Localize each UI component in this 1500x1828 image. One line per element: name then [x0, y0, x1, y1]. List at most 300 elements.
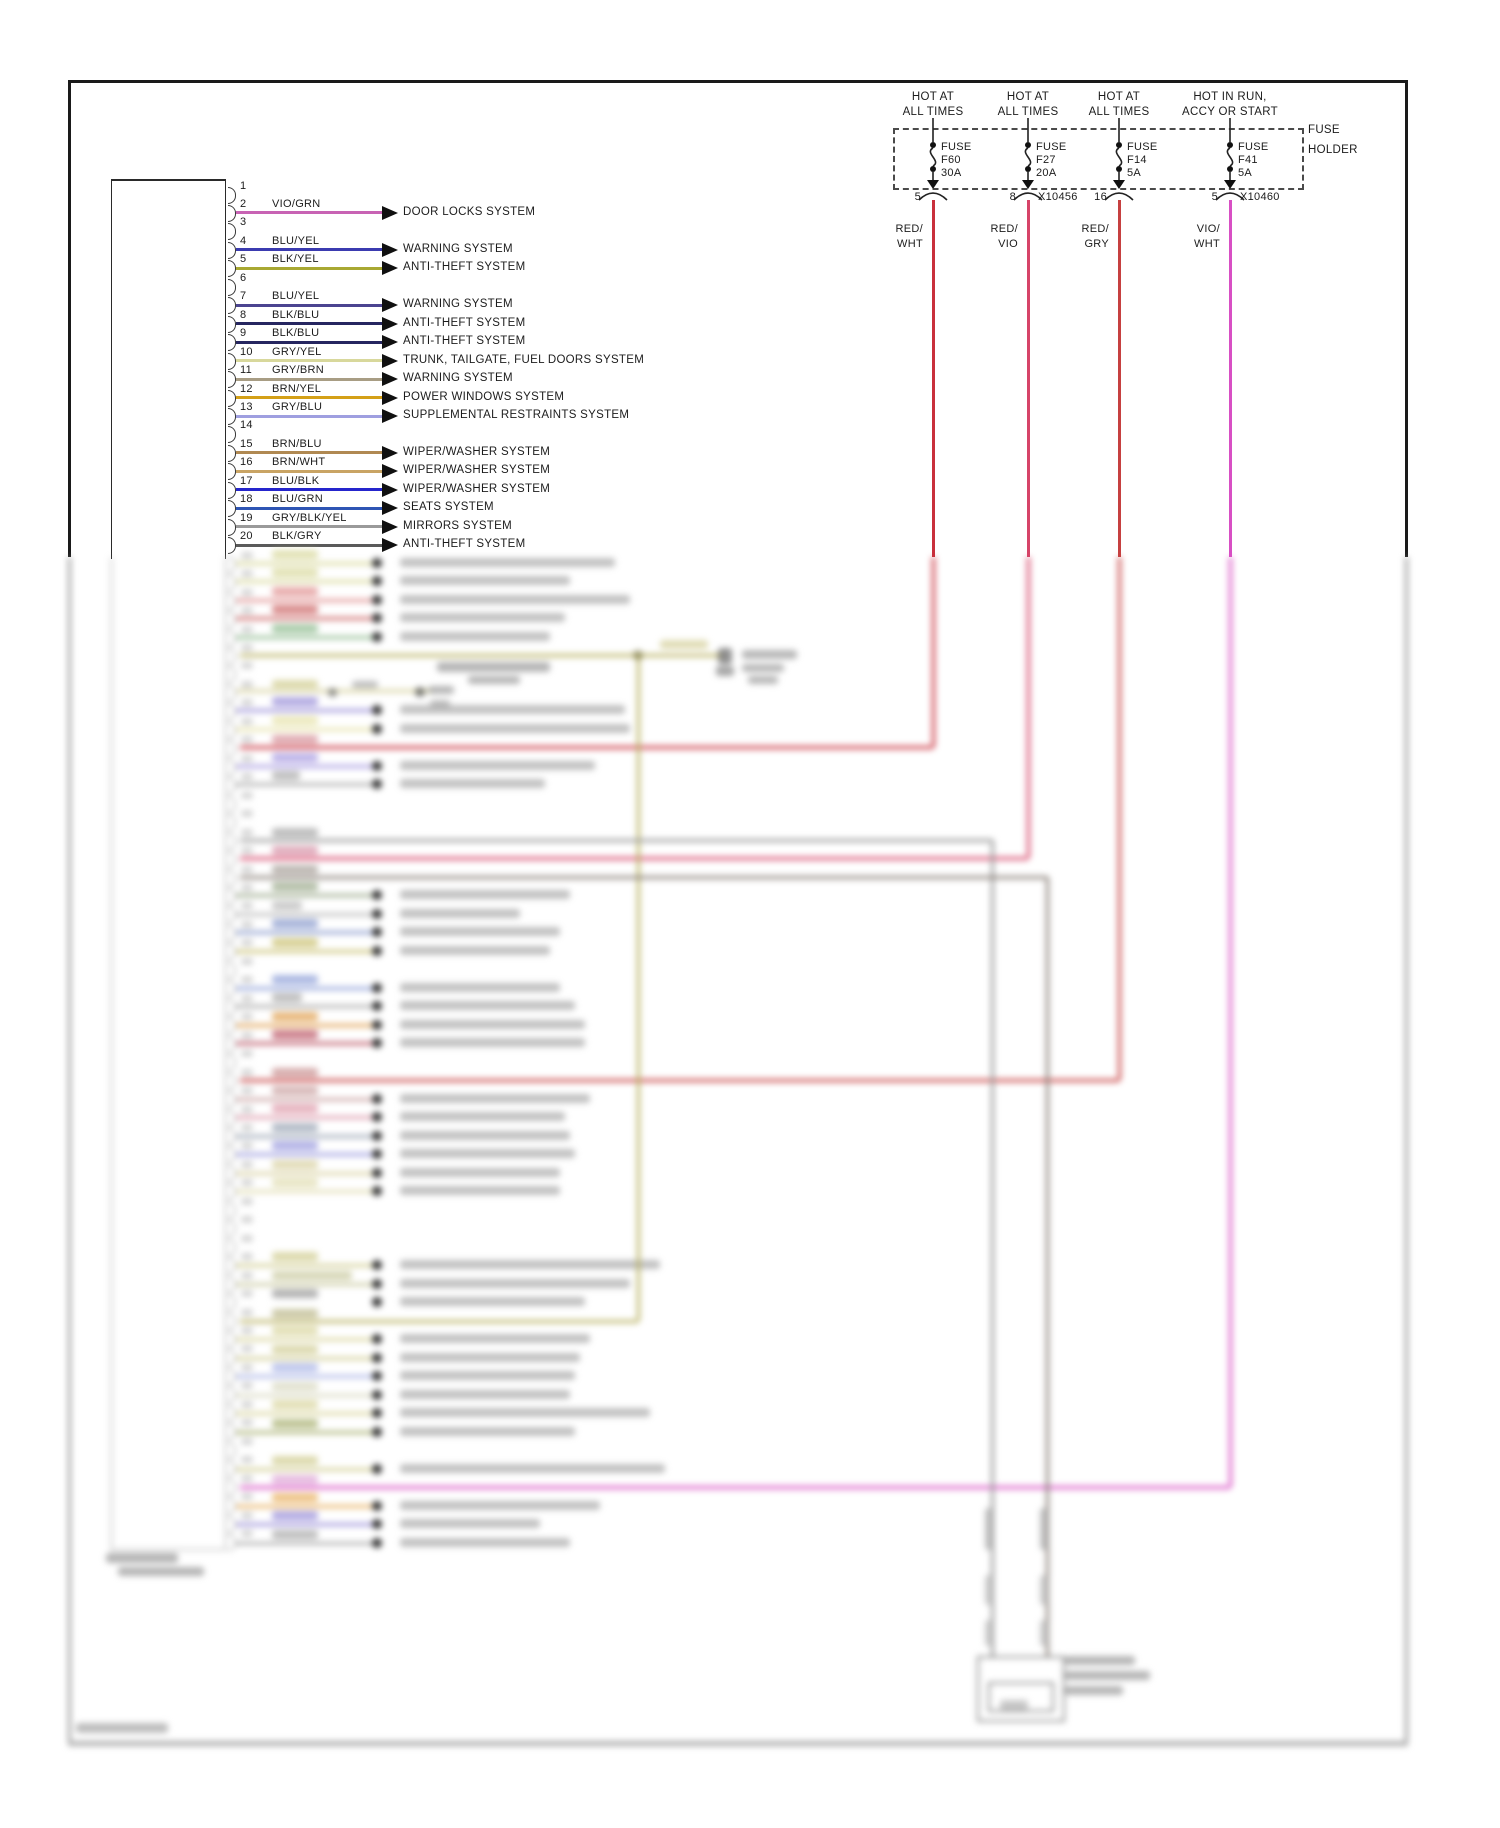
system-label: POWER WINDOWS SYSTEM [403, 390, 565, 403]
pin-arc-icon-faded [228, 962, 236, 979]
pin-number-blob [241, 644, 253, 651]
blurred-detail-blob [428, 686, 454, 694]
blurred-arrow-dot [372, 705, 382, 715]
pin-arc-icon-faded [228, 1202, 236, 1219]
blurred-arrow-dot [372, 1371, 382, 1381]
fuse-header-line2: ALL TIMES [902, 105, 964, 118]
pin-arc-icon-faded [228, 999, 236, 1016]
blurred-wire-line [236, 783, 382, 786]
trunk-wire-horizontal [240, 857, 1028, 860]
pin-arc-icon-faded [228, 814, 236, 831]
blurred-system-text-blob [400, 1408, 650, 1417]
fuse-label: FUSE [1036, 141, 1067, 153]
wire-color-label: BLU/YEL [272, 290, 320, 303]
pin-number: 14 [240, 419, 253, 432]
trunk-wire-vertical [1027, 557, 1030, 858]
blurred-detail-blob [1040, 1575, 1048, 1605]
pin-arc-icon-faded [228, 759, 236, 776]
blurred-system-text-blob [400, 1334, 590, 1343]
pin-number-blob [241, 1309, 253, 1316]
fuse-label: FUSE [1238, 141, 1269, 153]
frame-border-bottom-faded [68, 1741, 1408, 1746]
pin-number-blob [241, 1401, 253, 1408]
blurred-wire-line [236, 894, 382, 897]
pin-number-blob [241, 699, 253, 706]
fuse-header-line1: HOT AT [1097, 91, 1141, 103]
pin-arc-icon-faded [228, 1257, 236, 1274]
pin-number-blob [241, 921, 253, 928]
trunk-wire-horizontal [240, 1079, 1119, 1082]
blurred-color-label-blob [272, 1123, 318, 1132]
pin-arc-icon-faded [228, 1313, 236, 1330]
blurred-system-text-blob [400, 1112, 565, 1121]
pin-number: 12 [240, 382, 253, 395]
fuse-id: F14 [1127, 154, 1147, 166]
blurred-detail-blob [742, 650, 797, 659]
pin-number-blob [241, 1032, 253, 1039]
blurred-detail-blob [985, 1620, 993, 1646]
blurred-system-text-blob [400, 558, 615, 567]
trunk-wire-horizontal [240, 654, 722, 657]
wire-color-label: BLK/YEL [272, 253, 319, 266]
pin-number: 20 [240, 530, 253, 543]
wire-color-label: GRY/YEL [272, 345, 322, 358]
blurred-detail-blob [660, 640, 708, 649]
pin-number-blob [241, 662, 253, 669]
blurred-system-text-blob [400, 1168, 560, 1177]
blurred-arrow-dot [372, 909, 382, 919]
wire-color-label: BLK/BLU [272, 327, 320, 340]
blurred-color-label-blob [272, 1511, 318, 1520]
pin-arc-icon-faded [228, 1497, 236, 1514]
blurred-detail-blob [430, 700, 450, 707]
blurred-arrow-dot [372, 1149, 382, 1159]
wire-color-label: BLK/GRY [272, 530, 322, 543]
blurred-arrow-dot [372, 1297, 382, 1307]
wire-color-label: BLU/GRN [272, 493, 323, 506]
blurred-color-label-blob [272, 697, 318, 706]
trunk-wire-vertical [1229, 557, 1232, 1487]
pin-number-blob [241, 1216, 253, 1223]
blurred-detail-blob [272, 828, 318, 837]
pin-number: 8 [240, 308, 247, 321]
pin-number-blob [241, 1475, 253, 1482]
blurred-wire-line [236, 617, 382, 620]
blurred-color-label-blob [272, 1252, 318, 1261]
trunk-wire-horizontal [240, 746, 933, 749]
blurred-arrow-dot [372, 1131, 382, 1141]
blurred-system-text-blob [400, 1038, 585, 1047]
pin-number-blob [241, 1069, 253, 1076]
pin-number-blob [241, 847, 253, 854]
blurred-color-label-blob [272, 1456, 318, 1465]
pin-arc-icon-faded [228, 980, 236, 997]
blurred-system-text-blob [400, 1260, 660, 1269]
pin-number: 19 [240, 511, 253, 524]
wire-color-label-line1: VIO/ [1196, 223, 1220, 235]
connector-label: X10460 [1240, 191, 1280, 203]
blurred-arrow-dot [372, 1334, 382, 1344]
blurred-system-text-blob [400, 1186, 560, 1195]
blurred-system-text-blob [400, 1427, 575, 1436]
blurred-system-text-blob [400, 1149, 575, 1158]
pin-arc-icon-faded [228, 1294, 236, 1311]
blurred-detail-blob [1065, 1671, 1150, 1680]
blurred-detail-blob [742, 664, 784, 672]
pin-arc-icon-faded [228, 1110, 236, 1127]
blurred-detail-blob [272, 1475, 318, 1484]
pin-arc-icon-faded [228, 666, 236, 683]
pin-number: 6 [240, 271, 247, 284]
pin-number-blob [241, 570, 253, 577]
pin-arc-icon-faded [228, 888, 236, 905]
pin-number-blob [241, 1493, 253, 1500]
blurred-color-label-blob [272, 993, 302, 1002]
pin-arc-icon-faded [228, 925, 236, 942]
trunk-wire-horizontal [240, 876, 1047, 879]
system-label: WIPER/WASHER SYSTEM [403, 445, 551, 458]
blurred-detail-blob [272, 1068, 318, 1077]
blurred-detail-blob [748, 676, 778, 684]
system-label: WARNING SYSTEM [403, 242, 513, 255]
trunk-wire-vertical [932, 557, 935, 747]
blurred-color-label-blob [272, 1030, 318, 1039]
pin-arc-icon-faded [228, 1239, 236, 1256]
fuse-holder-label-line1: FUSE [1308, 124, 1340, 136]
blurred-detail-blob [985, 1508, 993, 1550]
blurred-wire-line [236, 1357, 382, 1360]
blurred-arrow-dot [372, 595, 382, 605]
pin-arc-icon-faded [228, 1276, 236, 1293]
blurred-system-text-blob [400, 1001, 575, 1010]
pin-number-blob [241, 792, 253, 799]
blurred-wire-line [236, 987, 382, 990]
pin-arc-icon-faded [228, 1073, 236, 1090]
pin-number: 4 [240, 234, 247, 247]
blurred-color-label-blob [272, 624, 318, 633]
fuse-pin-number: 8 [1009, 191, 1016, 203]
pin-number: 11 [240, 364, 253, 377]
blurred-detail-blob [76, 1723, 168, 1733]
frame-border-left-faded [68, 557, 71, 1745]
blurred-detail-blob [1065, 1656, 1135, 1665]
blurred-wire-line [236, 931, 382, 934]
pin-arc-icon-faded [228, 1091, 236, 1108]
blurred-color-label-blob [272, 753, 318, 762]
wire-color-label-line2: WHT [1194, 238, 1220, 250]
pin-number-blob [241, 1530, 253, 1537]
pin-number-blob [241, 681, 253, 688]
blurred-color-label-blob [272, 1012, 318, 1021]
system-label: DOOR LOCKS SYSTEM [403, 205, 536, 218]
blurred-system-text-blob [400, 983, 560, 992]
pin-arc-icon-faded [228, 556, 236, 573]
blurred-color-label-blob [272, 919, 318, 928]
blurred-system-text-blob [400, 1353, 580, 1362]
pin-arc-icon-faded [228, 630, 236, 647]
system-label: TRUNK, TAILGATE, FUEL DOORS SYSTEM [403, 353, 645, 366]
pin-number-blob [241, 626, 253, 633]
blurred-color-label-blob [272, 1160, 318, 1169]
pin-arc-icon-faded [228, 1516, 236, 1533]
pin-number-blob [241, 589, 253, 596]
connector-label: X10456 [1038, 191, 1078, 203]
blurred-color-label-blob [272, 1326, 318, 1335]
fuse-header-line2: ACCY OR START [1182, 105, 1278, 118]
blurred-detail-blob [328, 688, 337, 697]
blurred-detail-blob [118, 1567, 204, 1576]
fuse-header-line1: HOT AT [911, 91, 955, 103]
wire-color-label-line1: RED/ [895, 223, 923, 235]
fuse-label: FUSE [941, 141, 972, 153]
blurred-arrow-dot [372, 779, 382, 789]
pin-arc-icon-faded [228, 1460, 236, 1477]
pin-number-blob [241, 1512, 253, 1519]
blurred-arrow-dot [372, 1001, 382, 1011]
blurred-color-label-blob [272, 975, 318, 984]
blurred-system-text-blob [400, 909, 520, 918]
blurred-wire-line [236, 1098, 382, 1101]
pin-number-blob [241, 1382, 253, 1389]
blurred-arrow-dot [372, 927, 382, 937]
pin-arc-icon-faded [228, 1128, 236, 1145]
blurred-system-text-blob [400, 779, 545, 788]
pin-arc-icon-faded [228, 906, 236, 923]
system-label: WARNING SYSTEM [403, 298, 513, 311]
fuse-amps: 20A [1036, 167, 1057, 179]
system-label: SEATS SYSTEM [403, 501, 494, 514]
blurred-arrow-dot [372, 576, 382, 586]
wire-color-label-line1: RED/ [1081, 223, 1109, 235]
wire-color-label: BRN/BLU [272, 437, 322, 450]
pin-number: 17 [240, 474, 253, 487]
blurred-detail-blob [1065, 1686, 1123, 1695]
blurred-wire-line [236, 1190, 382, 1193]
blurred-arrow-dot [372, 1112, 382, 1122]
blurred-system-text-blob [400, 1297, 585, 1306]
blurred-arrow-dot [372, 1038, 382, 1048]
blurred-system-text-blob [400, 1279, 630, 1288]
wire-color-label-line2: WHT [897, 238, 923, 250]
blurred-color-label-blob [272, 771, 300, 780]
fuse-header-line1: HOT AT [1006, 91, 1050, 103]
pin-number-blob [241, 1087, 253, 1094]
blurred-system-text-blob [400, 890, 570, 899]
blurred-arrow-dot [372, 1260, 382, 1270]
pin-arc-icon-faded [228, 1054, 236, 1071]
fuse-amps: 5A [1238, 167, 1253, 179]
pin-number-blob [241, 718, 253, 725]
blurred-system-text-blob [400, 946, 550, 955]
blurred-arrow-dot [372, 613, 382, 623]
pin-number-blob [241, 884, 253, 891]
blurred-detail-blob [985, 1575, 993, 1605]
trunk-wire-horizontal [240, 1486, 1230, 1489]
blurred-wire-line [236, 1338, 382, 1341]
system-label: WIPER/WASHER SYSTEM [403, 482, 551, 495]
pin-arc-icon-faded [228, 1534, 236, 1551]
wire-color-label: BLK/BLU [272, 308, 320, 321]
pin-arc-icon-faded [228, 943, 236, 960]
pin-number: 5 [240, 253, 247, 266]
pin-arc-icon-faded [228, 1423, 236, 1440]
blurred-arrow-dot [372, 1501, 382, 1511]
pin-number: 2 [240, 197, 247, 210]
fuse-id: F41 [1238, 154, 1258, 166]
wire-color-label: BLU/YEL [272, 234, 320, 247]
blurred-system-text-blob [400, 724, 630, 733]
pin-arc-icon-faded [228, 1349, 236, 1366]
system-label: SUPPLEMENTAL RESTRAINTS SYSTEM [403, 409, 630, 422]
wire-color-label: BRN/YEL [272, 382, 322, 395]
pin-number-blob [241, 755, 253, 762]
fuse-header-line2: ALL TIMES [997, 105, 1059, 118]
blurred-detail-blob [272, 735, 318, 744]
trunk-wire-vertical [637, 655, 640, 1321]
blurred-color-label-blob [272, 1289, 318, 1298]
system-label: WIPER/WASHER SYSTEM [403, 464, 551, 477]
blurred-color-label-blob [272, 587, 318, 596]
wire-color-label: GRY/BRN [272, 364, 325, 377]
blurred-wire-line [236, 562, 382, 565]
blurred-detail-blob [106, 1553, 178, 1563]
pin-number-blob [241, 607, 253, 614]
blurred-arrow-dot [372, 1168, 382, 1178]
trunk-wire-horizontal [240, 839, 992, 842]
pin-number: 10 [240, 345, 253, 358]
pin-number-blob [241, 1013, 253, 1020]
module-box-faded [111, 557, 226, 1550]
pin-arc-icon-faded [228, 722, 236, 739]
blurred-detail-blob [272, 865, 318, 874]
blurred-color-label-blob [272, 1086, 318, 1095]
pin-number-blob [241, 1272, 253, 1279]
pin-number-blob [241, 939, 253, 946]
blurred-system-text-blob [400, 927, 560, 936]
pin-arc-icon-faded [228, 740, 236, 757]
blurred-wire-line [236, 1005, 382, 1008]
blurred-system-text-blob [400, 595, 630, 604]
pin-arc-icon-faded [228, 1386, 236, 1403]
blurred-wire-line [236, 1542, 382, 1545]
pin-arc-icon-faded [228, 833, 236, 850]
pin-number: 16 [240, 456, 253, 469]
blurred-system-text-blob [400, 576, 570, 585]
blurred-arrow-dot [372, 890, 382, 900]
pin-arc-icon-faded [228, 1479, 236, 1496]
blurred-wire-line [236, 765, 382, 768]
blurred-arrow-dot [372, 1464, 382, 1474]
pin-arc-icon-faded [228, 1405, 236, 1422]
pin-number-blob [241, 1290, 253, 1297]
blurred-system-text-blob [400, 1094, 590, 1103]
pin-number: 9 [240, 327, 247, 340]
blurred-arrow-dot [372, 1390, 382, 1400]
blurred-system-text-blob [400, 613, 565, 622]
blurred-arrow-dot [372, 946, 382, 956]
wire-color-label: GRY/BLK/YEL [272, 511, 347, 524]
pin-arc-icon-faded [228, 1165, 236, 1182]
blurred-wire-line [236, 1042, 382, 1045]
pin-arc-icon-faded [228, 1146, 236, 1163]
fuse-header-line1: HOT IN RUN, [1193, 91, 1267, 103]
blurred-color-label-blob [272, 1104, 318, 1113]
pin-number-blob [241, 1050, 253, 1057]
wire-color-label-line2: GRY [1084, 238, 1109, 250]
blurred-system-text-blob [400, 1020, 585, 1029]
wire-color-label: BLU/BLK [272, 474, 320, 487]
blurred-wire-line [236, 1024, 382, 1027]
blurred-wire-line [236, 728, 382, 731]
blurred-wire-line [236, 1283, 382, 1286]
wire-color-label: GRY/BLU [272, 401, 323, 414]
blurred-connector-box [988, 1682, 1054, 1712]
pin-number: 3 [240, 216, 247, 229]
pin-arc-icon-faded [228, 1017, 236, 1034]
blurred-detail-blob [716, 666, 734, 676]
pin-arc-icon-faded [228, 574, 236, 591]
wire-color-label: VIO/GRN [272, 197, 321, 210]
blurred-color-label-blob [272, 1493, 318, 1502]
fuse-label: FUSE [1127, 141, 1158, 153]
pin-arc-icon-faded [228, 796, 236, 813]
blurred-arrow-dot [372, 1020, 382, 1030]
blurred-system-text-blob [400, 1501, 600, 1510]
fuse-pin-number: 5 [914, 191, 921, 203]
blurred-wire-line [236, 1431, 382, 1434]
wire-color-label-line2: VIO [998, 238, 1018, 250]
pin-number: 15 [240, 437, 253, 450]
blurred-detail-blob [437, 662, 550, 672]
pin-number-blob [241, 958, 253, 965]
pin-arc-icon-faded [228, 1368, 236, 1385]
blurred-arrow-dot [372, 761, 382, 771]
blurred-wire-line [236, 599, 382, 602]
blurred-system-text-blob [400, 1390, 570, 1399]
blurred-system-text-blob [400, 1464, 665, 1473]
system-label: MIRRORS SYSTEM [403, 519, 512, 532]
blurred-system-text-blob [400, 1519, 540, 1528]
blurred-detail-blob [718, 648, 732, 664]
pin-number-blob [241, 1198, 253, 1205]
pin-number-blob [241, 1179, 253, 1186]
blurred-system-text-blob [400, 1538, 570, 1547]
pin-number-blob [241, 902, 253, 909]
pin-arc-icon-faded [228, 1220, 236, 1237]
blurred-wire-line [236, 1172, 382, 1175]
blurred-arrow-dot [372, 983, 382, 993]
pin-number-blob [241, 1345, 253, 1352]
pin-number-blob [241, 1327, 253, 1334]
pin-number-blob [241, 773, 253, 780]
blurred-arrow-dot [372, 724, 382, 734]
blurred-wire-line [236, 1153, 382, 1156]
blurred-system-text-blob [400, 1131, 570, 1140]
blurred-arrow-dot [372, 632, 382, 642]
pin-number-blob [241, 736, 253, 743]
system-label: WARNING SYSTEM [403, 372, 513, 385]
pin-number-blob [241, 1142, 253, 1149]
pin-number-blob [241, 1106, 253, 1113]
blurred-wire-line [236, 950, 382, 953]
pin-arc-icon-faded [228, 1036, 236, 1053]
blurred-wire-line [236, 1412, 382, 1415]
blurred-wire-line [236, 1468, 382, 1471]
blurred-wire-line [236, 1523, 382, 1526]
system-label: ANTI-THEFT SYSTEM [403, 316, 526, 329]
fuse-amps: 5A [1127, 167, 1142, 179]
blurred-detail-blob [272, 1309, 318, 1318]
